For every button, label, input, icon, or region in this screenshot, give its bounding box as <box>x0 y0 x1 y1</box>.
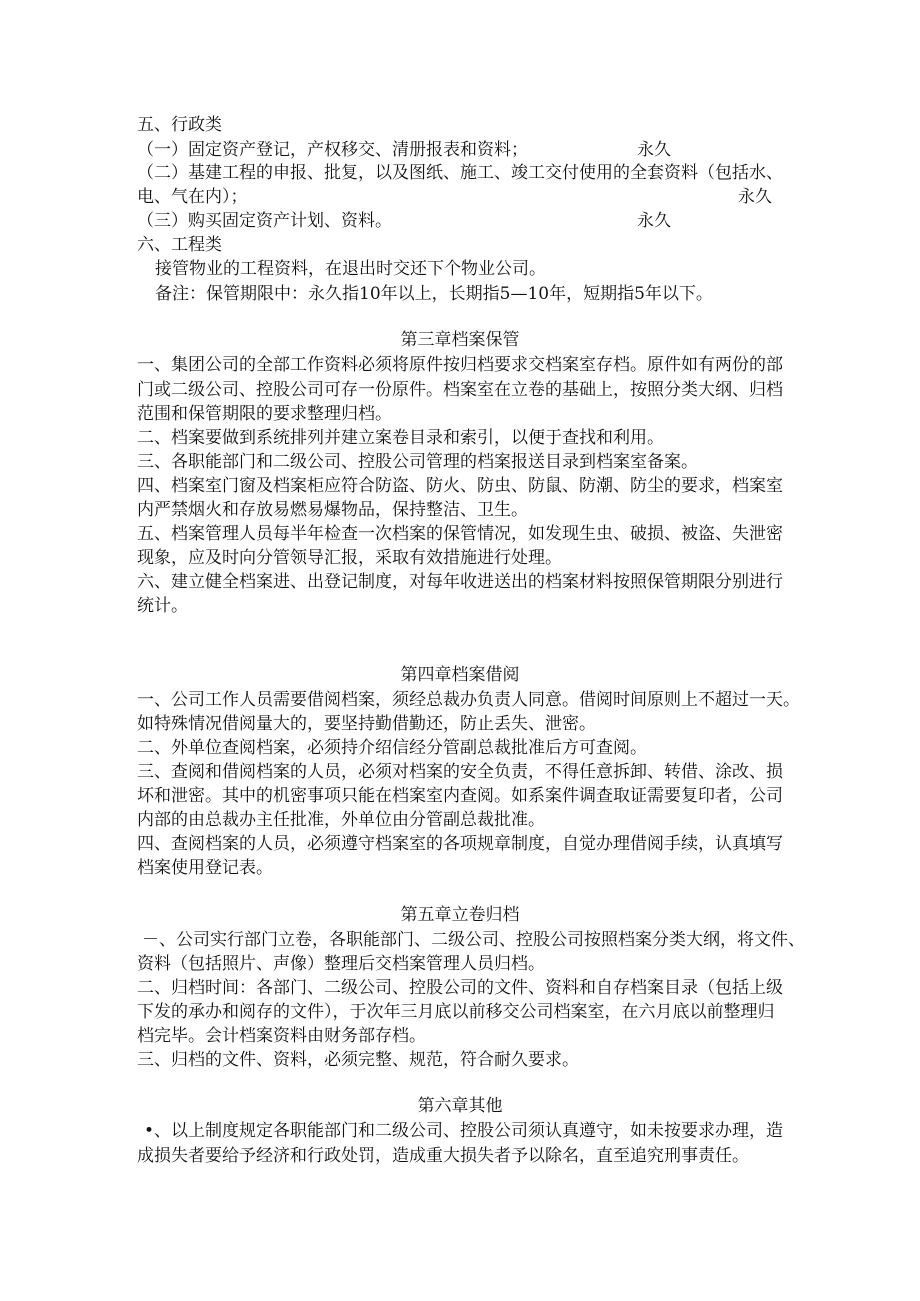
chapter-3-line: 三、各职能部门和二级公司、控股公司管理的档案报送目录到档案室备案。 <box>137 452 698 472</box>
chapter-5-line: 档完毕。会计档案资料由财务部存档。 <box>137 1026 426 1046</box>
chapter-6-line: •、以上制度规定各职能部门和二级公司、控股公司须认真遵守，如未按要求办理，造 <box>144 1121 784 1141</box>
chapter-3-title: 第三章档案保管 <box>400 330 520 350</box>
chapter-4-line: 二、外单位查阅档案，必须持介绍信经分管副总裁批准后方可查阅。 <box>137 738 647 758</box>
chapter-5-line: 三、归档的文件、资料，必须完整、规范，符合耐久要求。 <box>137 1050 579 1070</box>
chapter-3-line: 五、档案管理人员每半年检查一次档案的保管情况，如发现生虫、破损、被盗、失泄密 <box>137 524 783 544</box>
admin-item-2-line-2: 电、气在内）； <box>137 187 248 207</box>
chapter-3-line: 二、档案要做到系统排列并建立案卷目录和索引，以便于查找和利用。 <box>137 428 664 448</box>
section-heading-admin: 五、行政类 <box>137 115 222 135</box>
section-heading-engineering: 六、工程类 <box>137 235 222 255</box>
chapter-3-line: 六、建立健全档案进、出登记制度，对每年收进送出的档案材料按照保管期限分别进行 <box>137 572 783 592</box>
chapter-3-line: 范围和保管期限的要求整理归档。 <box>137 404 392 424</box>
chapter-3-line: 一、集团公司的全部工作资料必须将原件按归档要求交档案室存档。原件如有两份的部 <box>137 355 783 375</box>
admin-item-2-line-1: （二）基建工程的申报、批复，以及图纸、施工、竣工交付使用的全套资料（包括水、 <box>137 163 783 183</box>
chapter-4-line: 坏和泄密。其中的机密事项只能在档案室内查阅。如系案件调查取证需要复印者，公司 <box>137 786 783 806</box>
admin-item-3: （三）购买固定资产计划、资料。 <box>137 211 392 231</box>
chapter-6-line: 成损失者要给予经济和行政处罚，造成重大损失者予以除名，直至追究刑事责任。 <box>137 1146 749 1166</box>
chapter-5-line: 二、归档时间：各部门、二级公司、控股公司的文件、资料和自存档案目录（包括上级 <box>137 978 783 998</box>
chapter-3-line: 内严禁烟火和存放易燃易爆物品，保持整洁、卫生。 <box>137 500 528 520</box>
admin-item-1: （一）固定资产登记，产权移交、清册报表和资料； <box>137 140 528 160</box>
chapter-4-line: 如特殊情况借阅量大的，要坚持勤借勤还，防止丢失、泄密。 <box>137 714 596 734</box>
chapter-3-line: 统计。 <box>137 596 188 616</box>
chapter-4-line: 三、查阅和借阅档案的人员，必须对档案的安全负责，不得任意拆卸、转借、涂改、损 <box>137 762 783 782</box>
chapter-6-title: 第六章其他 <box>417 1096 503 1116</box>
chapter-4-line: 内部的由总裁办主任批准，外单位由分管副总裁批准。 <box>137 810 545 830</box>
chapter-4-line: 档案使用登记表。 <box>137 858 273 878</box>
chapter-5-line: 资料（包括照片、声像）整理后交档案管理人员归档。 <box>137 954 545 974</box>
chapter-5-line: 下发的承办和阅存的文件），于次年三月底以前移交公司档案室，在六月底以前整理归 <box>137 1002 775 1022</box>
chapter-3-line: 门或二级公司、控股公司可存一份原件。档案室在立卷的基础上，按照分类大纲、归档 <box>137 380 783 400</box>
chapter-5-title: 第五章立卷归档 <box>400 905 520 925</box>
chapter-3-line: 四、档案室门窗及档案柜应符合防盗、防火、防虫、防鼠、防潮、防尘的要求，档案室 <box>137 476 783 496</box>
admin-item-2-term: 永久 <box>738 187 772 207</box>
chapter-3-line: 现象，应及时向分管领导汇报，采取有效措施进行处理。 <box>137 548 562 568</box>
chapter-4-line: 一、公司工作人员需要借阅档案，须经总裁办负责人同意。借阅时间原则上不超过一天。 <box>137 690 800 710</box>
admin-item-3-term: 永久 <box>637 211 671 231</box>
chapter-4-title: 第四章档案借阅 <box>400 665 520 685</box>
admin-item-1-term: 永久 <box>637 140 671 160</box>
chapter-5-line: －、公司实行部门立卷，各职能部门、二级公司、控股公司按照档案分类大纲，将文件、 <box>142 930 805 950</box>
engineering-body: 接管物业的工程资料，在退出时交还下个物业公司。 <box>155 259 546 279</box>
chapter-4-line: 四、查阅档案的人员，必须遵守档案室的各项规章制度，自觉办理借阅手续，认真填写 <box>137 834 783 854</box>
retention-note: 备注：保管期限中：永久指10年以上，长期指5—10年，短期指5年以下。 <box>155 284 713 304</box>
